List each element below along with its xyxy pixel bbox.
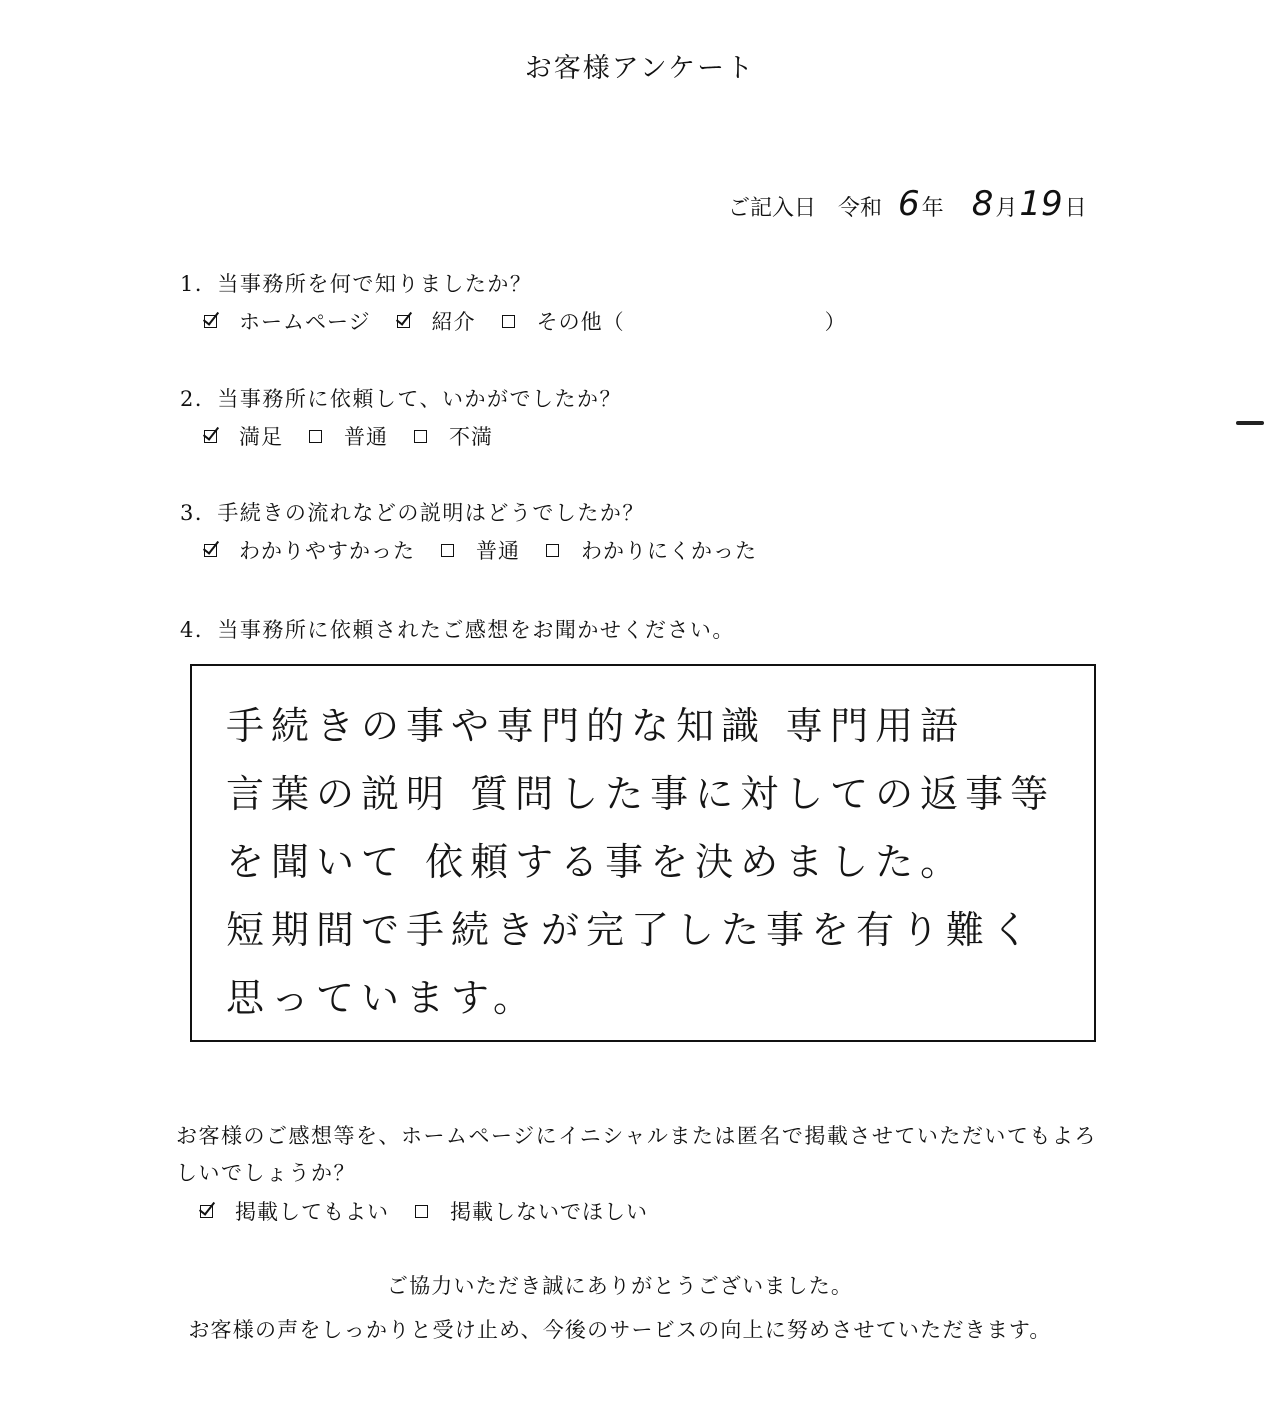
q2-question: 2．当事務所に依頼して、いかがでしたか？ [180,387,622,411]
date-era: 令和 [838,196,883,221]
q3-option-label: わかりやすかった [239,539,415,563]
entry-date [728,184,1087,224]
checkbox-checked-icon[interactable] [204,430,217,443]
q3-option-label: 普通 [476,539,520,563]
q2-option-label: 不満 [449,425,493,449]
checkbox-checked-icon[interactable] [200,1205,213,1218]
q4-question: 4．当事務所に依頼されたご感想をお聞かせください。 [180,618,735,642]
consent-option-deny[interactable] [415,1196,648,1226]
consent-question: お客様のご感想等を、ホームページにイニシャルまたは匿名で掲載させていただいてもよろしいでしょうか？ [176,1124,1097,1185]
date-month-unit: 月 [995,196,1018,221]
checkbox-icon[interactable] [414,430,427,443]
scan-mark [1236,421,1264,425]
checkbox-checked-icon[interactable] [397,315,410,328]
consent-option-label: 掲載してもよい [235,1200,389,1224]
q2-option-satisfied[interactable] [204,421,283,451]
q1-question: 1．当事務所を何で知りましたか？ [180,272,533,296]
checkbox-icon[interactable] [309,430,322,443]
consent-options [200,1196,648,1226]
q3-question: 3．手続きの流れなどの説明はどうでしたか？ [180,501,645,525]
q2-options [204,421,493,451]
q4-answer-text: 手続きの事や専門的な知識 専門用語 言葉の説明 質問した事に対しての返事等 を聞いて 依頼する事を決めました。 短期間で手続きが完了した事を有り難く 思っています。 [226,704,1056,1020]
survey-title: お客様アンケート [524,53,756,84]
q1-option-other[interactable] [502,306,625,336]
date-day[interactable]: 19 [1019,184,1063,224]
checkbox-icon[interactable] [441,544,454,557]
checkbox-icon[interactable] [546,544,559,557]
q2-option-dissatisfied[interactable] [414,421,493,451]
date-day-unit: 日 [1064,196,1087,221]
q3-option-average[interactable] [441,535,520,565]
q1-option-label: その他（ [536,310,625,334]
q4-answer-box[interactable] [190,664,1096,1042]
checkbox-icon[interactable] [415,1205,428,1218]
checkbox-checked-icon[interactable] [204,315,217,328]
q3-option-label: わかりにくかった [581,539,757,563]
checkbox-icon[interactable] [502,315,515,328]
date-month[interactable]: 8 [971,184,994,224]
q1-option-referral[interactable] [397,306,476,336]
q1-option-label: ホームページ [239,310,371,334]
checkbox-checked-icon[interactable] [204,544,217,557]
date-label: ご記入日 [728,196,817,221]
q3-options [204,535,757,565]
q3-option-clear[interactable] [204,535,415,565]
date-year[interactable]: 6 [898,184,920,224]
q2-option-label: 普通 [344,425,388,449]
footer-message: お客様の声をしっかりと受け止め、今後のサービスの向上に努めさせていただきます。 [188,1318,1052,1342]
footer-thanks: ご協力いただき誠にありがとうございました。 [386,1274,854,1298]
q1-option-label: 紹介 [431,310,476,334]
consent-option-label: 掲載しないでほしい [450,1200,648,1224]
q1-other-close: ） [824,310,847,334]
q2-option-average[interactable] [309,421,388,451]
q2-option-label: 満足 [239,425,283,449]
q3-option-unclear[interactable] [546,535,757,565]
q1-options [204,306,847,336]
q1-option-homepage[interactable] [204,306,371,336]
date-year-unit: 年 [921,196,944,221]
consent-option-allow[interactable] [200,1196,389,1226]
